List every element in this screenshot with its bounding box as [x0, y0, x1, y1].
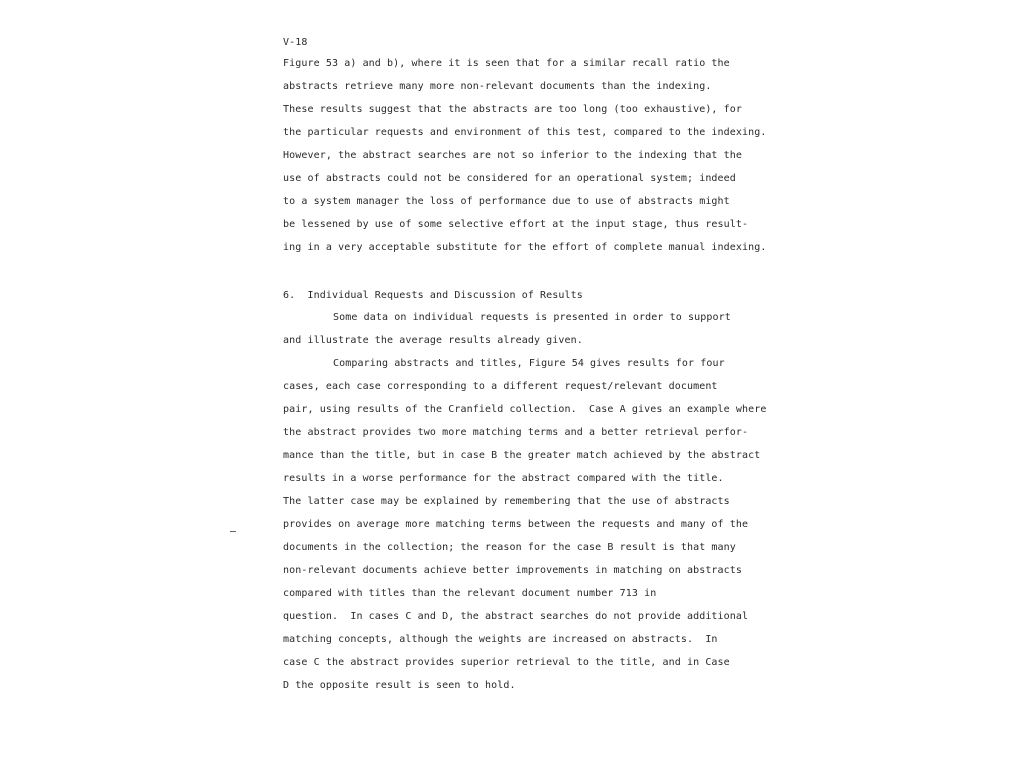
- paragraph-2-line: and illustrate the average results already given.: [283, 335, 583, 346]
- paragraph-2-line: Some data on individual requests is presented in order to support: [333, 312, 731, 323]
- paragraph-1-line: be lessened by use of some selective effort at the input stage, thus result-: [283, 219, 749, 230]
- paragraph-1-line: Figure 53 a) and b), where it is seen that for a similar recall ratio the: [283, 58, 730, 69]
- paragraph-3-line: Comparing abstracts and titles, Figure 54 gives results for four: [333, 358, 725, 369]
- paragraph-1-line: the particular requests and environment of this test, compared to the indexing.: [283, 127, 767, 138]
- paragraph-3-line: provides on average more matching terms between the requests and many of the: [283, 519, 749, 530]
- page-number: V-18: [283, 37, 308, 48]
- paragraph-3-line: pair, using results of the Cranfield collection. Case A gives an example where: [283, 404, 767, 415]
- paragraph-3-line: cases, each case corresponding to a different request/relevant document: [283, 381, 718, 392]
- section-heading: 6. Individual Requests and Discussion of Results: [283, 290, 583, 301]
- paragraph-3-line: The latter case may be explained by remembering that the use of abstracts: [283, 496, 730, 507]
- margin-mark: [230, 531, 236, 532]
- paragraph-1-line: to a system manager the loss of performance due to use of abstracts might: [283, 196, 730, 207]
- paragraph-3-line: D the opposite result is seen to hold.: [283, 680, 516, 691]
- paragraph-3-line: case C the abstract provides superior retrieval to the title, and in Case: [283, 657, 730, 668]
- paragraph-3-line: documents in the collection; the reason for the case B result is that many: [283, 542, 736, 553]
- paragraph-3-line: the abstract provides two more matching terms and a better retrieval perfor-: [283, 427, 749, 438]
- paragraph-1-line: use of abstracts could not be considered for an operational system; indeed: [283, 173, 736, 184]
- paragraph-1-line: ing in a very acceptable substitute for the effort of complete manual indexing.: [283, 242, 767, 253]
- paragraph-3-line: compared with titles than the relevant document number 713 in: [283, 588, 657, 599]
- paragraph-1-line: abstracts retrieve many more non-relevant documents than the indexing.: [283, 81, 712, 92]
- paragraph-3-line: results in a worse performance for the abstract compared with the title.: [283, 473, 724, 484]
- paragraph-3-line: mance than the title, but in case B the greater match achieved by the abstract: [283, 450, 761, 461]
- paragraph-1-line: However, the abstract searches are not so inferior to the indexing that the: [283, 150, 743, 161]
- paragraph-1-line: These results suggest that the abstracts are too long (too exhaustive), for: [283, 104, 743, 115]
- paragraph-3-line: matching concepts, although the weights are increased on abstracts. In: [283, 634, 718, 645]
- paragraph-3-line: question. In cases C and D, the abstract searches do not provide additional: [283, 611, 749, 622]
- paragraph-3-line: non-relevant documents achieve better improvements in matching on abstracts: [283, 565, 743, 576]
